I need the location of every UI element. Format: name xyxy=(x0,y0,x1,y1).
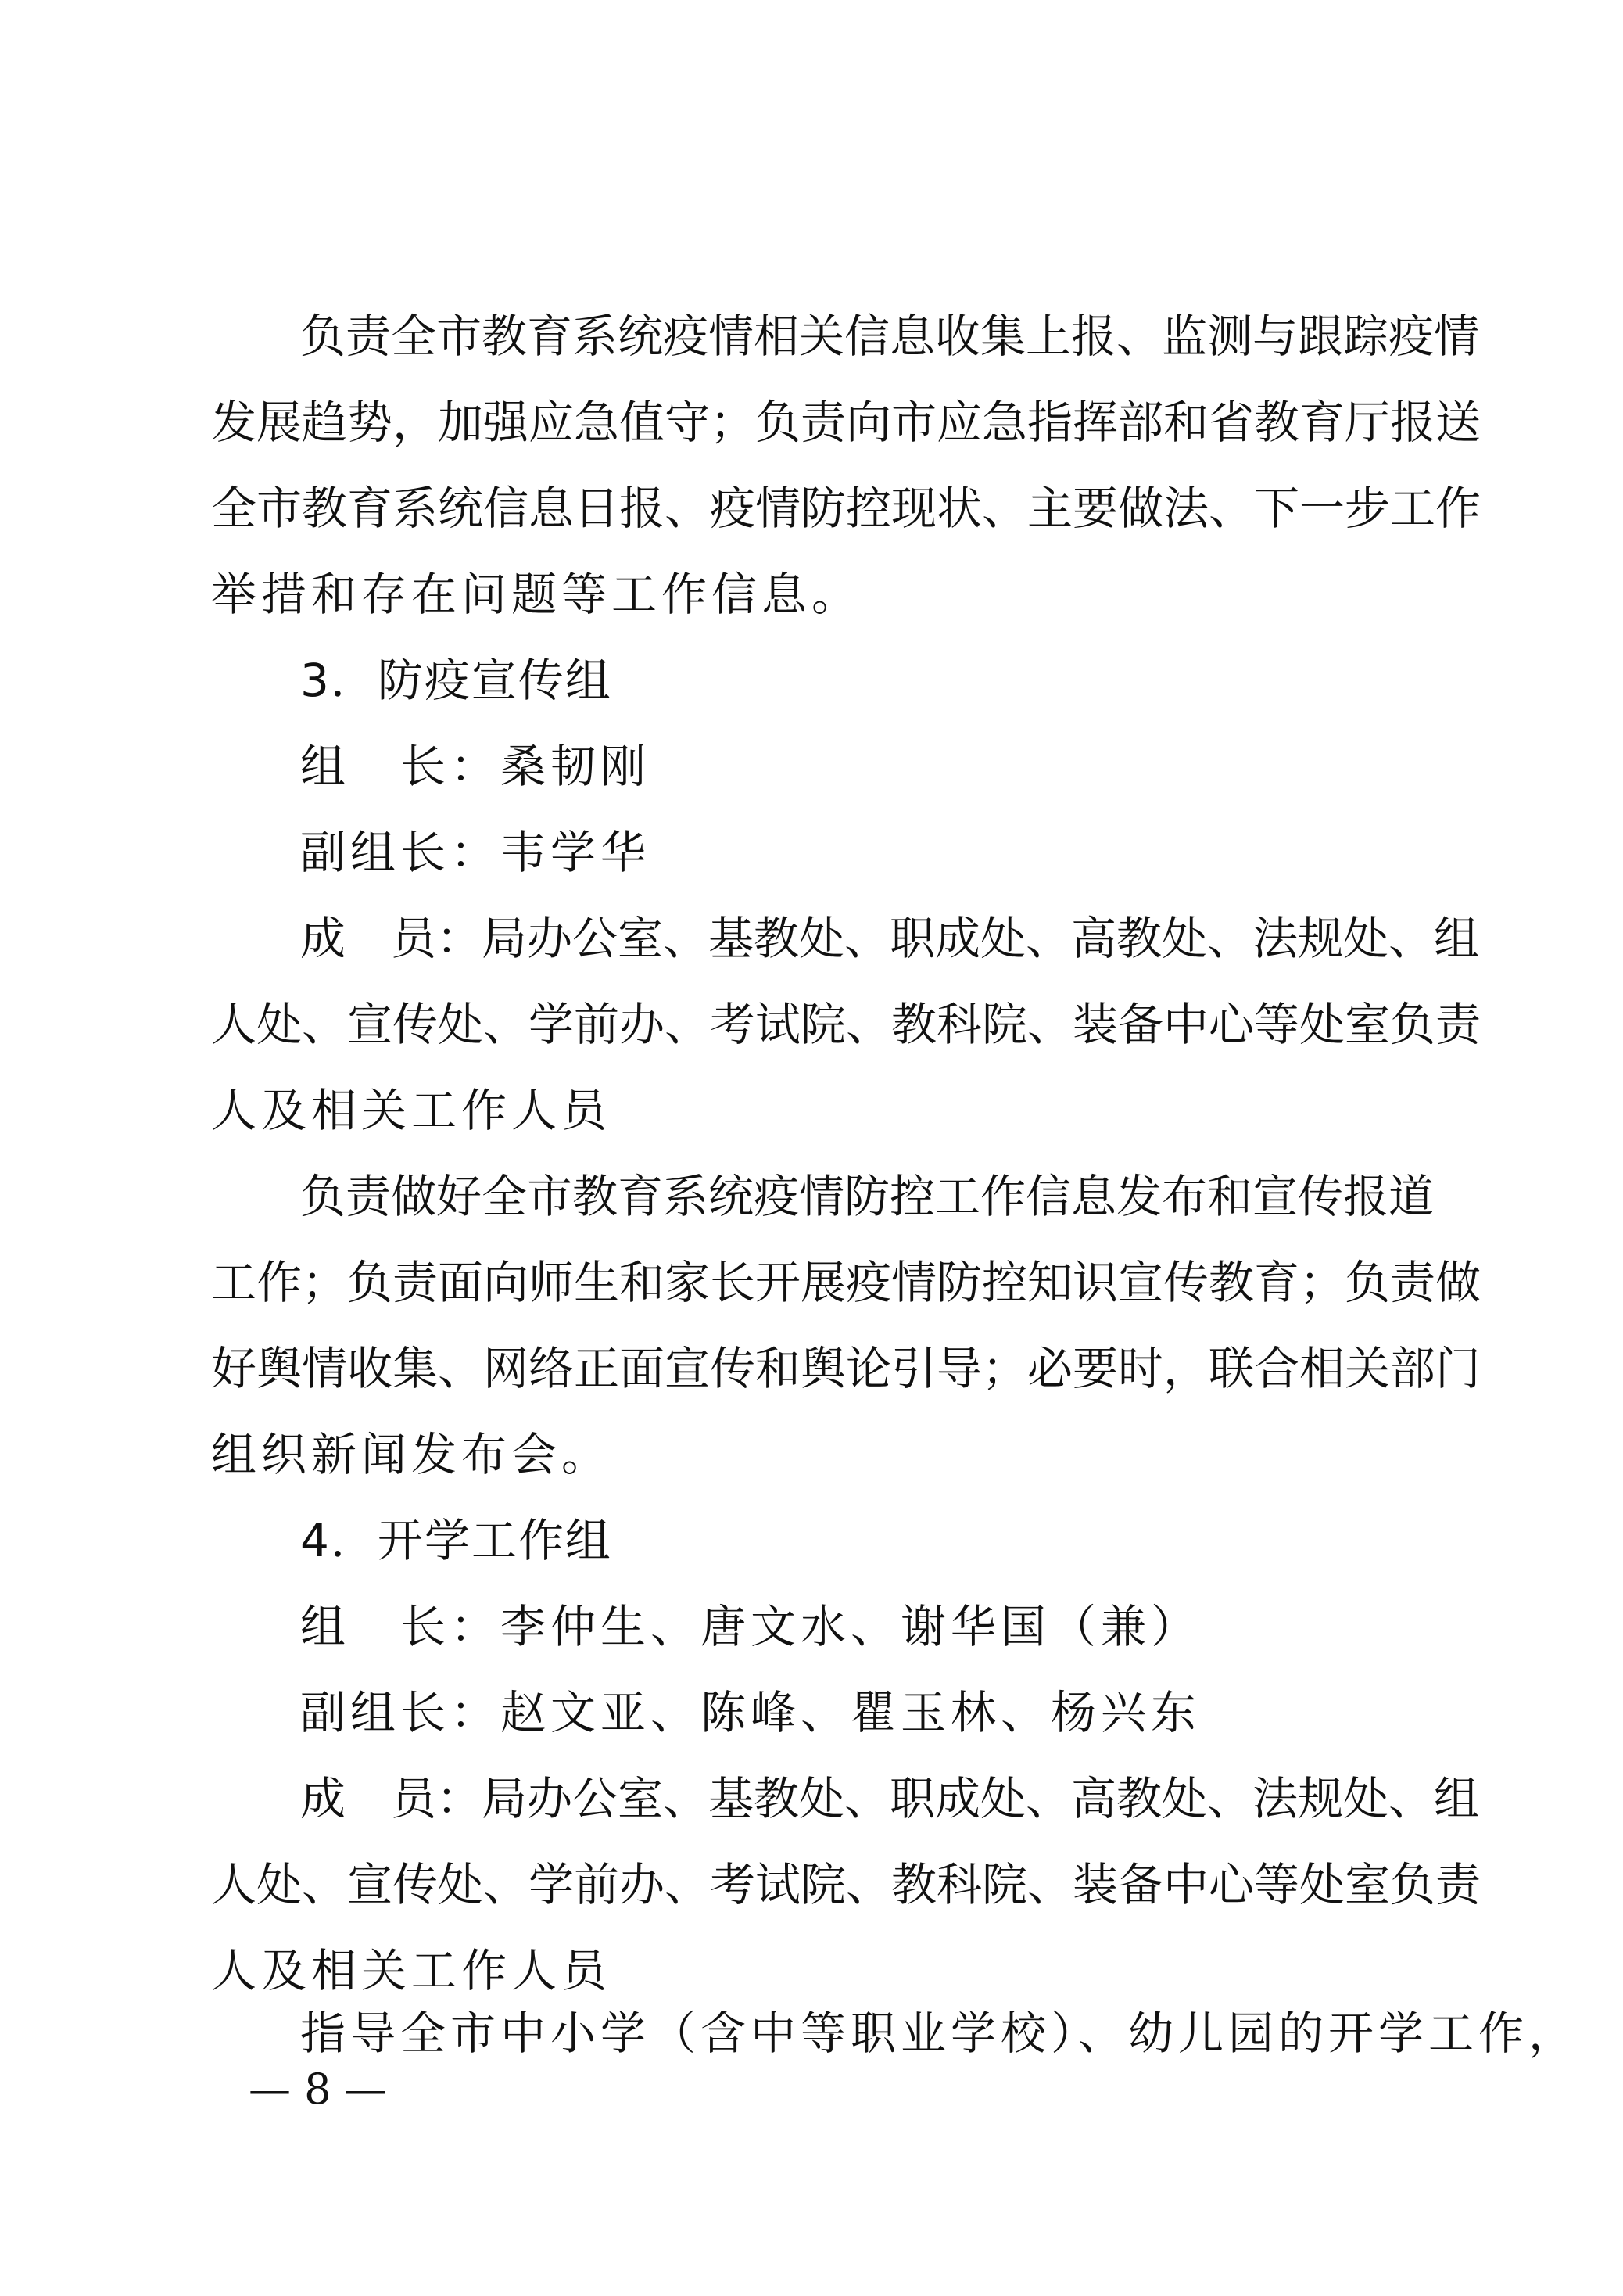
paragraph-line: 全市教育系统信息日报、疫情防控现状、主要做法、下一步工作 xyxy=(211,482,1481,535)
section-heading: 4．开学工作组 xyxy=(300,1514,612,1567)
paragraph-line: 举措和存在问题等工作信息。 xyxy=(211,568,862,621)
group-leader-line: 组 长：李仲生、唐文水、谢华国（兼） xyxy=(300,1600,1202,1653)
group-leader-line: 组 长：桑韧刚 xyxy=(300,740,651,793)
deputy-leader-line: 副组长：赵文亚、陈峰、瞿玉林、杨兴东 xyxy=(300,1686,1202,1739)
paragraph-line: 组织新闻发布会。 xyxy=(211,1428,612,1481)
paragraph-line: 好舆情收集、网络正面宣传和舆论引导；必要时，联合相关部门 xyxy=(211,1342,1481,1395)
paragraph-line: 负责做好全市教育系统疫情防控工作信息发布和宣传报道 xyxy=(300,1170,1435,1223)
paragraph-line: 负责全市教育系统疫情相关信息收集上报、监测与跟踪疫情 xyxy=(300,310,1480,363)
members-line: 人及相关工作人员 xyxy=(211,1084,612,1137)
paragraph-line: 工作；负责面向师生和家长开展疫情防控知识宣传教育；负责做 xyxy=(211,1256,1481,1309)
section-heading: 3．防疫宣传组 xyxy=(300,654,612,707)
deputy-leader-line: 副组长：韦学华 xyxy=(300,826,651,879)
members-line: 人处、宣传处、学前办、考试院、教科院、装备中心等处室负责 xyxy=(211,1858,1481,1911)
members-line: 人处、宣传处、学前办、考试院、教科院、装备中心等处室负责 xyxy=(211,998,1481,1051)
page-number: — 8 — xyxy=(249,2065,387,2114)
paragraph-line: 指导全市中小学（含中等职业学校）、幼儿园的开学工作， xyxy=(300,2007,1579,2060)
members-line: 成 员：局办公室、基教处、职成处、高教处、法规处、组 xyxy=(300,1772,1480,1825)
members-line: 人及相关工作人员 xyxy=(211,1944,612,1997)
paragraph-line: 发展趋势，加强应急值守；负责向市应急指挥部和省教育厅报送 xyxy=(211,396,1481,449)
members-line: 成 员：局办公室、基教处、职成处、高教处、法规处、组 xyxy=(300,912,1480,965)
